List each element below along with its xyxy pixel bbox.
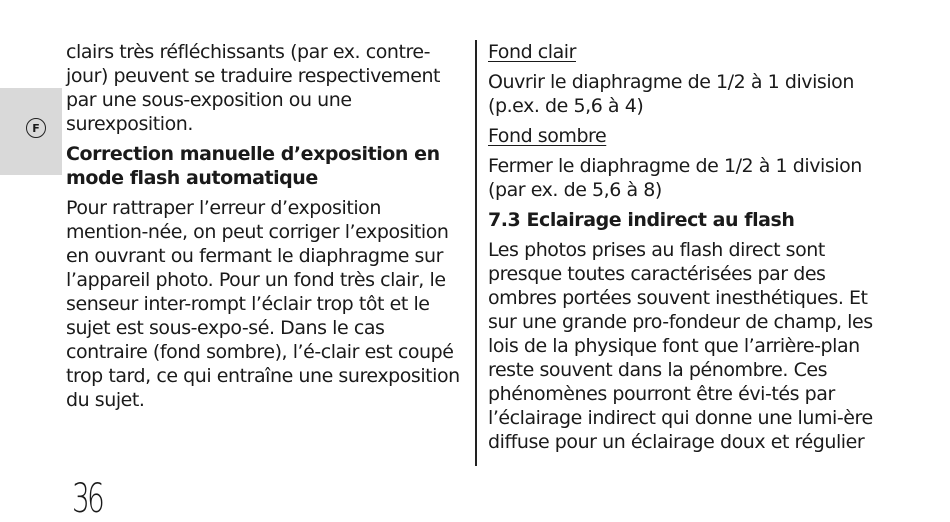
fond-sombre-text: Fermer le diaphragme de 1/2 à 1 division (par ex. de 5,6 à 8): [488, 155, 862, 201]
page-number: 36: [72, 476, 103, 522]
left-column: [66, 40, 466, 418]
fond-clair-text: Ouvrir le diaphragme de 1/2 à 1 division (p.ex. de 5,6 à 4): [488, 71, 854, 117]
section-heading: 7.3 Eclairage indirect au flash: [488, 209, 795, 231]
right-column: [488, 40, 888, 460]
intro-paragraph: clairs très réfléchissants (par ex. contre-jour) peuvent se traduire respectivement par une sous-exposition ou une surexposition.: [66, 41, 441, 135]
language-tab: [0, 88, 62, 175]
fond-sombre-label: Fond sombre: [488, 125, 607, 147]
column-divider: [475, 40, 477, 466]
section-body: Les photos prises au flash direct sont presque toutes caractérisées par des ombres portées souvent inesthétiques. Et sur une grande pro-fondeur de champ, les lois de la physique font que l’arrière-plan reste souvent dans la pénombre. Ces phénomènes pourront être évi-tés par l’éclairage indirect qui donne une lumi-ère diffuse pour un éclairage doux et régulier: [488, 239, 873, 453]
language-badge: F: [26, 118, 46, 138]
manual-correction-heading: Correction manuelle d’exposition en mode flash automatique: [66, 143, 440, 189]
manual-correction-body: Pour rattraper l’erreur d’exposition mention-née, on peut corriger l’exposition en ouvrant ou fermant le diaphragme sur l’appareil photo. Pour un fond très clair, le senseur inter-rompt l’éclair trop tôt et le sujet est sous-expo-sé. Dans le cas contraire (fond sombre), l’é-clair est coupé trop tard, ce qui entraîne une surexposition du sujet.: [66, 197, 460, 411]
fond-clair-label: Fond clair: [488, 41, 576, 63]
